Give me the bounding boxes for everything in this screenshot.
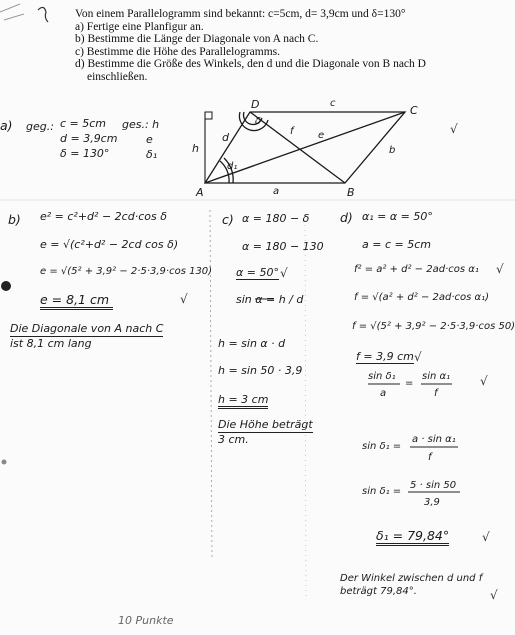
b-answer-2: ist 8,1 cm lang — [10, 337, 92, 350]
diagonal-f — [250, 112, 345, 183]
given-d: d = 3,9cm — [60, 132, 118, 145]
d-answer-2: beträgt 79,84°. — [340, 586, 417, 597]
c-result: h = 3 cm — [218, 393, 268, 409]
section-b-label: b) — [8, 212, 21, 227]
label-B: B — [347, 186, 355, 199]
sr-num-left: sin δ₁ — [368, 371, 396, 382]
b-line-2: e = √(c²+d² − 2cd cos δ) — [40, 238, 179, 251]
c-answer — [218, 418, 313, 447]
b-result: e = 8,1 cm — [40, 292, 113, 310]
given-delta: δ = 130° — [60, 147, 110, 160]
task-c: c) Bestimme die Höhe des Parallelogramms. — [75, 45, 281, 58]
sought-delta1: δ₁ — [146, 148, 158, 161]
label-a: a — [273, 186, 280, 197]
d-result-delta1: δ₁ = 79,84° — [376, 528, 449, 546]
d-line-5: f = √(5² + 3,9² − 2·5·3,9·cos 50) — [352, 321, 515, 332]
sr3-num: 5 · sin 50 — [410, 480, 457, 491]
check-mark-d1: √ — [496, 262, 504, 276]
label-C: C — [410, 104, 418, 117]
c-line-6: h = sin 50 · 3,9 — [218, 364, 303, 377]
d-line-2: a = c = 5cm — [362, 238, 431, 251]
sr-den-right: f — [434, 388, 438, 399]
punch-hole — [1, 281, 11, 291]
sr2-left: sin δ₁ = — [362, 441, 402, 452]
check-mark-d5: √ — [490, 588, 498, 602]
c-line-5: h = sin α · d — [218, 337, 286, 350]
label-delta: δ — [255, 116, 262, 127]
section-c-label: c) — [222, 212, 234, 227]
sought-title: ges.: h — [122, 118, 160, 131]
c-answer-2: 3 cm. — [218, 433, 249, 446]
check-mark-d4: √ — [482, 530, 490, 544]
given-title: geg.: — [26, 120, 54, 133]
d-line-4: f = √(a² + d² − 2ad·cos α₁) — [354, 292, 490, 303]
c-line-1: α = 180 − δ — [242, 212, 310, 225]
sr3-left: sin δ₁ = — [362, 486, 402, 497]
c-line-4: sin α = h / d — [236, 293, 304, 306]
task-b: b) Bestimme die Länge der Diagonale von A nach C. — [75, 33, 319, 45]
c-line-3: α = 50° — [236, 266, 279, 279]
b-line-3: e = √(5² + 3,9² − 2·5·3,9·cos 130) — [40, 266, 213, 277]
check-mark-d3: √ — [480, 374, 488, 388]
label-b: b — [389, 145, 396, 156]
task-a: a) Fertige eine Planfigur an. — [75, 20, 204, 33]
parallelogram-figure — [205, 112, 405, 183]
label-f: f — [290, 126, 294, 137]
b-answer-1: Die Diagonale von A nach C — [10, 322, 164, 335]
label-h: h — [192, 142, 199, 155]
check-mark-b: √ — [180, 292, 188, 306]
sr2-num: a · sin α₁ — [412, 434, 456, 445]
given-list — [60, 116, 117, 161]
task-d: d) Bestimme die Größe des Winkels, den d und die Diagonale von B nach D — [75, 58, 426, 70]
sr3-den: 3,9 — [424, 497, 440, 508]
sought-list — [146, 132, 157, 162]
grade: 10 Punkte — [118, 614, 174, 627]
task-d-cont: einschließen. — [87, 70, 148, 83]
d-result-f: f = 3,9 cm — [356, 350, 414, 363]
d-line-3: f² = a² + d² − 2ad·cos α₁ — [354, 264, 479, 275]
given-c: c = 5cm — [60, 117, 107, 130]
check-mark-d2: √ — [414, 350, 422, 364]
label-c: c — [330, 98, 336, 109]
d-answer-1: Der Winkel zwischen d und f — [340, 573, 483, 584]
sr-den-left: a — [380, 388, 387, 399]
sr2-den: f — [428, 452, 432, 463]
label-e: e — [318, 130, 325, 141]
check-mark-c1: √ — [280, 266, 288, 280]
b-answer — [10, 322, 163, 351]
label-d: d — [222, 131, 229, 144]
section-a-label: a) — [0, 118, 13, 133]
sr-eq: = — [405, 378, 414, 389]
label-alpha1: d₁ — [227, 161, 238, 172]
c-line-2: α = 180 − 130 — [242, 240, 324, 253]
section-d-label: d) — [340, 210, 353, 225]
sought-e: e — [146, 133, 153, 146]
sr-num-right: sin α₁ — [422, 371, 451, 382]
task-intro: Von einem Parallelogramm sind bekannt: c=5cm, d= 3,9cm und δ=130° — [75, 8, 406, 20]
c-answer-1: Die Höhe beträgt — [218, 418, 313, 431]
label-D: D — [251, 98, 260, 111]
label-A: A — [196, 186, 204, 199]
d-line-1: α₁ = α = 50° — [362, 210, 433, 223]
check-mark-a: √ — [450, 122, 458, 136]
b-line-1: e² = c²+d² − 2cd·cos δ — [40, 210, 167, 223]
d-answer — [340, 572, 482, 598]
